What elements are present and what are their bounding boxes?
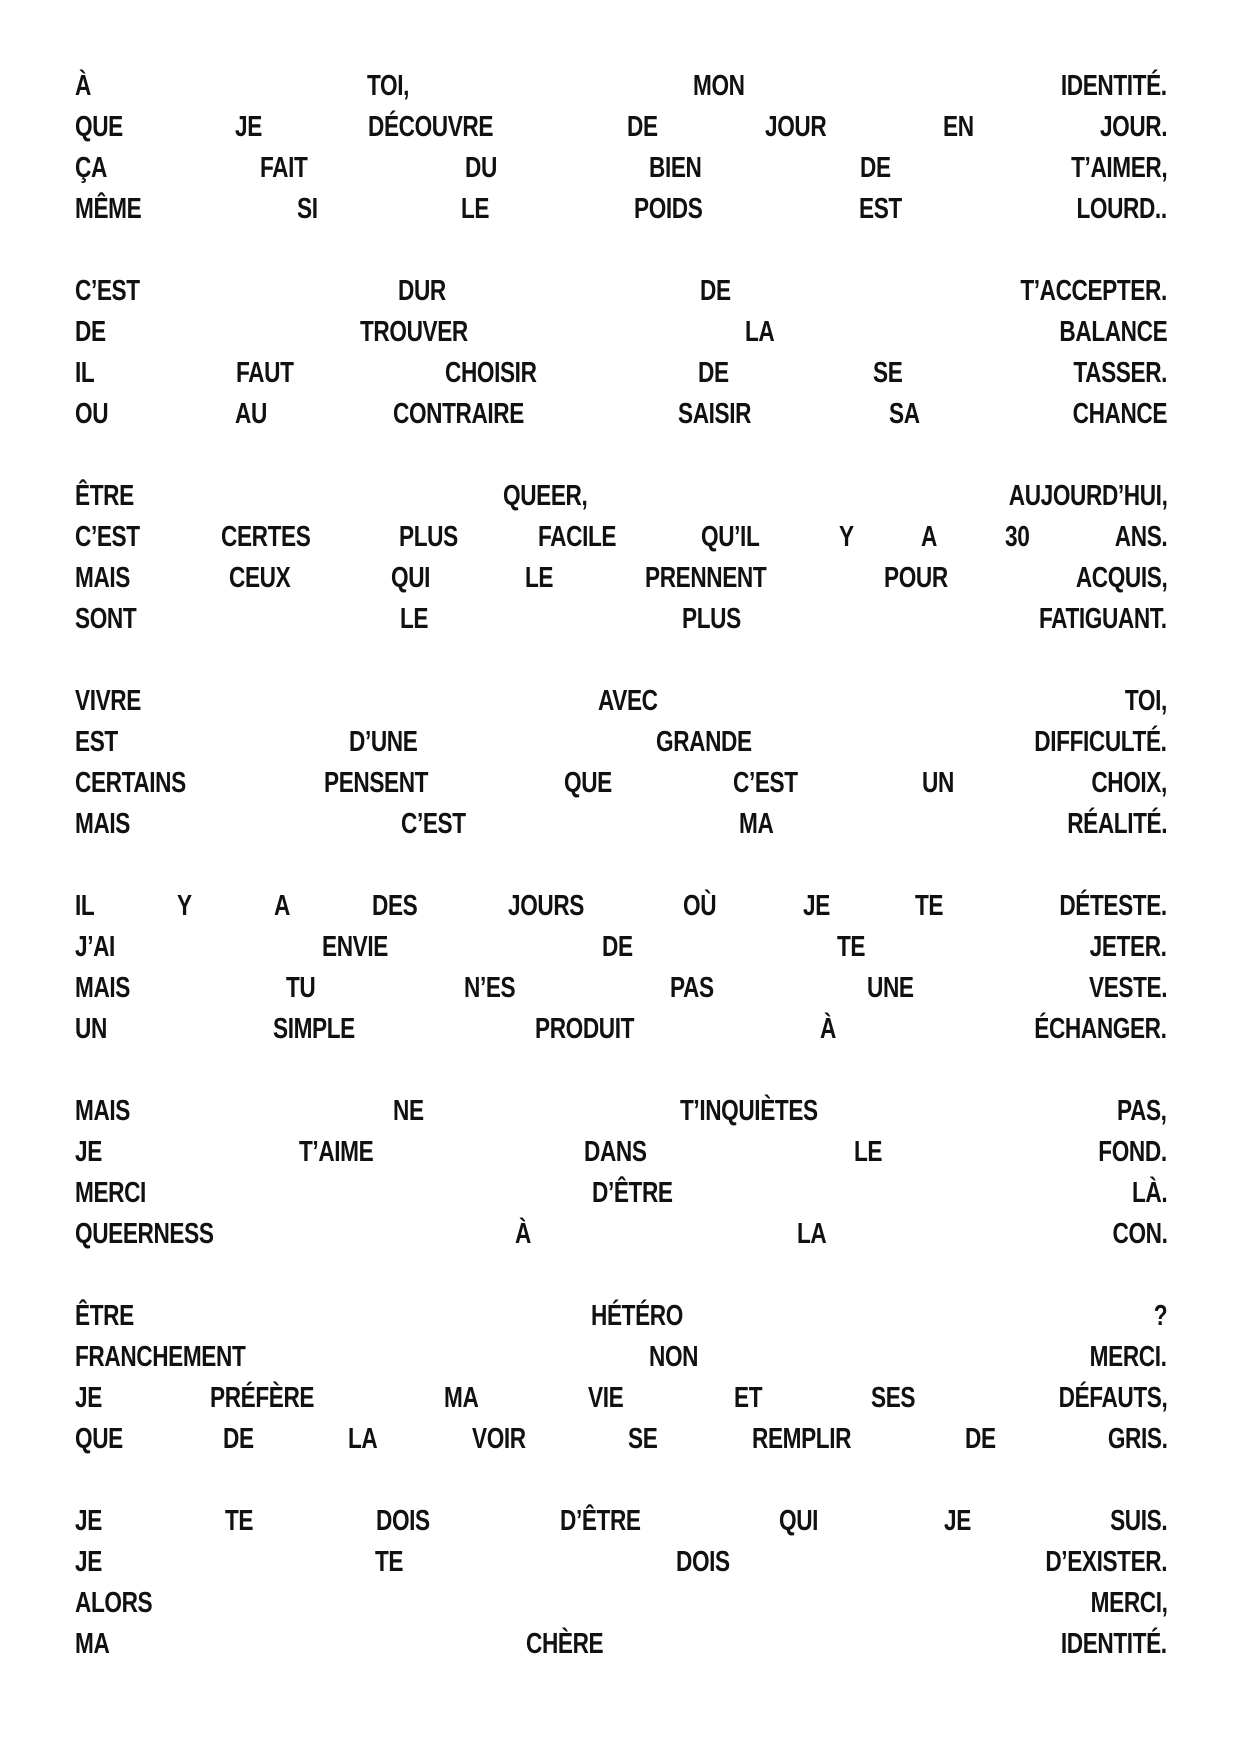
- poem-word: MON: [693, 70, 745, 102]
- poem-word: DÉTESTE.: [1059, 890, 1167, 922]
- poem-word: JE: [235, 111, 262, 143]
- poem-word: DE: [699, 275, 731, 307]
- poem-word: A: [274, 890, 290, 922]
- poem-word: JOUR: [765, 111, 827, 143]
- poem-word: FACILE: [537, 521, 616, 553]
- poem-word: ?: [1153, 1300, 1167, 1332]
- poem-word: OU: [75, 398, 109, 430]
- poem-line: [75, 189, 1167, 230]
- poem-word: SE: [627, 1423, 657, 1455]
- poem-word: JE: [803, 890, 831, 922]
- poem-word: CERTES: [221, 521, 311, 553]
- poem-word: CON.: [1112, 1218, 1167, 1250]
- poem-line: [75, 271, 1167, 312]
- poem-word: LA: [744, 316, 775, 348]
- poem-word: T’ACCEPTER.: [1020, 275, 1167, 307]
- poem-line: [75, 1173, 1167, 1214]
- poem-word: QUE: [564, 767, 613, 799]
- poem-word: AVEC: [598, 685, 658, 717]
- poem-word: PAS: [670, 972, 714, 1004]
- poem-line: [75, 1419, 1167, 1460]
- poem-word: TROUVER: [360, 316, 469, 348]
- stanza: [75, 476, 1167, 640]
- poem-word: Y: [839, 521, 854, 553]
- poem-line: [75, 968, 1167, 1009]
- poem-line: [75, 1337, 1167, 1378]
- poem-word: QUEER,: [502, 480, 588, 512]
- poem-word: DOIS: [376, 1505, 430, 1537]
- poem-word: TE: [224, 1505, 253, 1537]
- poem-word: CHOISIR: [445, 357, 537, 389]
- poem-word: LE: [460, 193, 489, 225]
- poem-word: TE: [374, 1546, 404, 1578]
- poem-line: [75, 886, 1167, 927]
- poem-line: [75, 1624, 1167, 1665]
- poem-line: [75, 394, 1167, 435]
- poem-word: MERCI,: [1090, 1587, 1167, 1619]
- poem-word: BALANCE: [1059, 316, 1167, 348]
- poem-word: PENSENT: [323, 767, 429, 799]
- poem-line: [75, 1132, 1167, 1173]
- poem-word: JOUR.: [1099, 111, 1167, 143]
- poem-word: JE: [944, 1505, 971, 1537]
- poem-word: FATIGUANT.: [1039, 603, 1167, 635]
- poem-line: [75, 1009, 1167, 1050]
- poem-word: C’EST: [75, 521, 140, 553]
- poem-word: SES: [870, 1382, 915, 1414]
- poem-word: D’UNE: [348, 726, 418, 758]
- poem-word: DÉCOUVRE: [368, 111, 494, 143]
- poem-word: LE: [525, 562, 554, 594]
- poem-word: DANS: [583, 1136, 647, 1168]
- poem-word: FOND.: [1098, 1136, 1167, 1168]
- poem-word: POIDS: [634, 193, 703, 225]
- poem-word: PLUS: [681, 603, 741, 635]
- poem-word: QUI: [778, 1505, 818, 1537]
- poem-word: À: [819, 1013, 836, 1045]
- poem-word: UN: [922, 767, 955, 799]
- poem-word: TOI,: [367, 70, 410, 102]
- poem-word: SA: [889, 398, 920, 430]
- poem-word: FRANCHEMENT: [75, 1341, 246, 1373]
- poem-line: [75, 558, 1167, 599]
- poem-word: IL: [75, 890, 95, 922]
- poem-word: D’ÊTRE: [592, 1177, 673, 1209]
- poem-word: TOI,: [1124, 685, 1167, 717]
- poem-word: DE: [627, 111, 659, 143]
- poem-word: DE: [222, 1423, 254, 1455]
- poem-word: J’AI: [75, 931, 115, 963]
- stanza: [75, 271, 1167, 435]
- poem-word: À: [75, 70, 91, 102]
- poem-word: ET: [734, 1382, 763, 1414]
- poem-word: QU’IL: [701, 521, 760, 553]
- poem-word: SE: [873, 357, 903, 389]
- poem-word: IDENTITÉ.: [1061, 1628, 1167, 1660]
- poem-word: DE: [698, 357, 729, 389]
- poem-word: CHOIX,: [1091, 767, 1167, 799]
- poem-line: [75, 107, 1167, 148]
- stanza: [75, 681, 1167, 845]
- poem-line: [75, 1501, 1167, 1542]
- poem-word: MAIS: [75, 562, 130, 594]
- poem-line: [75, 1091, 1167, 1132]
- poem-word: JE: [75, 1136, 102, 1168]
- poem-word: TU: [285, 972, 316, 1004]
- poem-word: IDENTITÉ.: [1061, 70, 1167, 102]
- poem-word: DE: [601, 931, 633, 963]
- poem-word: NE: [392, 1095, 424, 1127]
- poem: [75, 66, 1167, 1665]
- poem-line: [75, 1214, 1167, 1255]
- poem-word: T’AIME: [299, 1136, 374, 1168]
- poem-word: DE: [860, 152, 892, 184]
- poem-word: MA: [75, 1628, 110, 1660]
- poem-word: NON: [649, 1341, 699, 1373]
- poem-word: QUI: [391, 562, 431, 594]
- poem-word: DES: [372, 890, 418, 922]
- poem-word: CONTRAIRE: [393, 398, 525, 430]
- poem-word: JE: [75, 1382, 102, 1414]
- poem-word: À: [514, 1218, 531, 1250]
- poem-word: VIE: [588, 1382, 624, 1414]
- poem-word: D’EXISTER.: [1045, 1546, 1167, 1578]
- poem-word: D’ÊTRE: [560, 1505, 641, 1537]
- poem-word: DE: [75, 316, 106, 348]
- poem-word: ÇA: [75, 152, 107, 184]
- poem-word: LA: [796, 1218, 827, 1250]
- poem-word: LA: [348, 1423, 378, 1455]
- poem-word: PRENNENT: [644, 562, 767, 594]
- poem-word: MÊME: [75, 193, 142, 225]
- poem-word: UNE: [866, 972, 914, 1004]
- poem-word: A: [921, 521, 938, 553]
- poem-word: MA: [443, 1382, 479, 1414]
- poem-word: MERCI: [75, 1177, 146, 1209]
- poem-word: ENVIE: [321, 931, 388, 963]
- poem-line: [75, 66, 1167, 107]
- poem-word: LOURD..: [1076, 193, 1167, 225]
- poem-word: JE: [75, 1505, 102, 1537]
- poem-word: QUE: [75, 111, 123, 143]
- poem-word: AU: [234, 398, 267, 430]
- poem-line: [75, 312, 1167, 353]
- poem-word: DUR: [398, 275, 446, 307]
- poem-word: TE: [836, 931, 865, 963]
- poem-word: C’EST: [400, 808, 466, 840]
- stanza: [75, 1091, 1167, 1255]
- poem-word: TE: [915, 890, 944, 922]
- poem-word: MERCI.: [1090, 1341, 1167, 1373]
- poem-line: [75, 353, 1167, 394]
- poem-word: ALORS: [75, 1587, 153, 1619]
- poem-word: DOIS: [676, 1546, 731, 1578]
- poem-word: POUR: [884, 562, 948, 594]
- poem-word: PLUS: [399, 521, 458, 553]
- poem-word: CHANCE: [1072, 398, 1167, 430]
- poem-word: ANS.: [1114, 521, 1167, 553]
- poem-line: [75, 476, 1167, 517]
- poem-word: ACQUIS,: [1075, 562, 1167, 594]
- poem-word: CEUX: [229, 562, 291, 594]
- poem-line: [75, 804, 1167, 845]
- poem-line: [75, 1378, 1167, 1419]
- poem-word: TASSER.: [1073, 357, 1167, 389]
- poem-word: AUJOURD’HUI,: [1008, 480, 1167, 512]
- poem-word: T’AIMER,: [1070, 152, 1167, 184]
- poem-line: [75, 763, 1167, 804]
- poem-word: MAIS: [75, 972, 130, 1004]
- poem-line: [75, 681, 1167, 722]
- poem-word: RÉALITÉ.: [1067, 808, 1167, 840]
- poem-word: HÉTÉRO: [591, 1300, 684, 1332]
- poem-word: PRODUIT: [535, 1013, 635, 1045]
- poem-line: [75, 722, 1167, 763]
- poem-word: REMPLIR: [751, 1423, 851, 1455]
- stanza: [75, 1296, 1167, 1460]
- poem-word: N’ES: [464, 972, 516, 1004]
- poem-word: VESTE.: [1088, 972, 1167, 1004]
- poem-word: EST: [75, 726, 118, 758]
- poem-word: C’EST: [732, 767, 798, 799]
- poem-word: ÊTRE: [75, 1300, 134, 1332]
- poem-word: UN: [75, 1013, 107, 1045]
- poem-word: DÉFAUTS,: [1058, 1382, 1167, 1414]
- poem-word: EN: [942, 111, 974, 143]
- poem-line: [75, 517, 1167, 558]
- poem-word: EST: [859, 193, 902, 225]
- poem-word: QUEERNESS: [75, 1218, 214, 1250]
- poem-word: SIMPLE: [273, 1013, 356, 1045]
- poem-word: MAIS: [75, 1095, 130, 1127]
- poem-word: 30: [1005, 521, 1030, 553]
- poem-word: SONT: [75, 603, 137, 635]
- poem-word: BIEN: [649, 152, 702, 184]
- poem-word: C’EST: [75, 275, 140, 307]
- stanza: [75, 66, 1167, 230]
- poem-word: LE: [853, 1136, 882, 1168]
- poem-word: JOURS: [507, 890, 584, 922]
- poem-word: FAUT: [235, 357, 294, 389]
- poem-word: JETER.: [1090, 931, 1167, 963]
- poem-word: DIFFICULTÉ.: [1034, 726, 1167, 758]
- poem-word: T’INQUIÈTES: [679, 1095, 818, 1127]
- poem-line: [75, 599, 1167, 640]
- poem-word: MA: [739, 808, 774, 840]
- poem-word: IL: [75, 357, 95, 389]
- poem-word: CERTAINS: [75, 767, 186, 799]
- poem-line: [75, 148, 1167, 189]
- poem-line: [75, 927, 1167, 968]
- poem-word: GRIS.: [1107, 1423, 1167, 1455]
- poem-word: FAIT: [259, 152, 308, 184]
- poem-word: MAIS: [75, 808, 130, 840]
- poem-word: PAS,: [1117, 1095, 1167, 1127]
- poem-word: PRÉFÈRE: [209, 1382, 315, 1414]
- poem-word: LE: [399, 603, 428, 635]
- poem-line: [75, 1583, 1167, 1624]
- poem-word: VIVRE: [75, 685, 141, 717]
- poem-line: [75, 1542, 1167, 1583]
- stanza: [75, 1501, 1167, 1665]
- poem-word: SUIS.: [1109, 1505, 1167, 1537]
- poem-word: ÉCHANGER.: [1034, 1013, 1167, 1045]
- poem-word: Y: [177, 890, 193, 922]
- poem-line: [75, 1296, 1167, 1337]
- poem-word: DU: [464, 152, 497, 184]
- poem-word: JE: [75, 1546, 102, 1578]
- stanza: [75, 886, 1167, 1050]
- poem-word: CHÈRE: [525, 1628, 603, 1660]
- poem-word: VOIR: [472, 1423, 527, 1455]
- poem-word: DE: [964, 1423, 996, 1455]
- poem-word: GRANDE: [655, 726, 752, 758]
- poem-word: ÊTRE: [75, 480, 134, 512]
- poem-word: OÙ: [683, 890, 717, 922]
- poem-word: SI: [297, 193, 318, 225]
- poem-word: QUE: [75, 1423, 123, 1455]
- poem-word: LÀ.: [1131, 1177, 1167, 1209]
- poem-word: SAISIR: [678, 398, 752, 430]
